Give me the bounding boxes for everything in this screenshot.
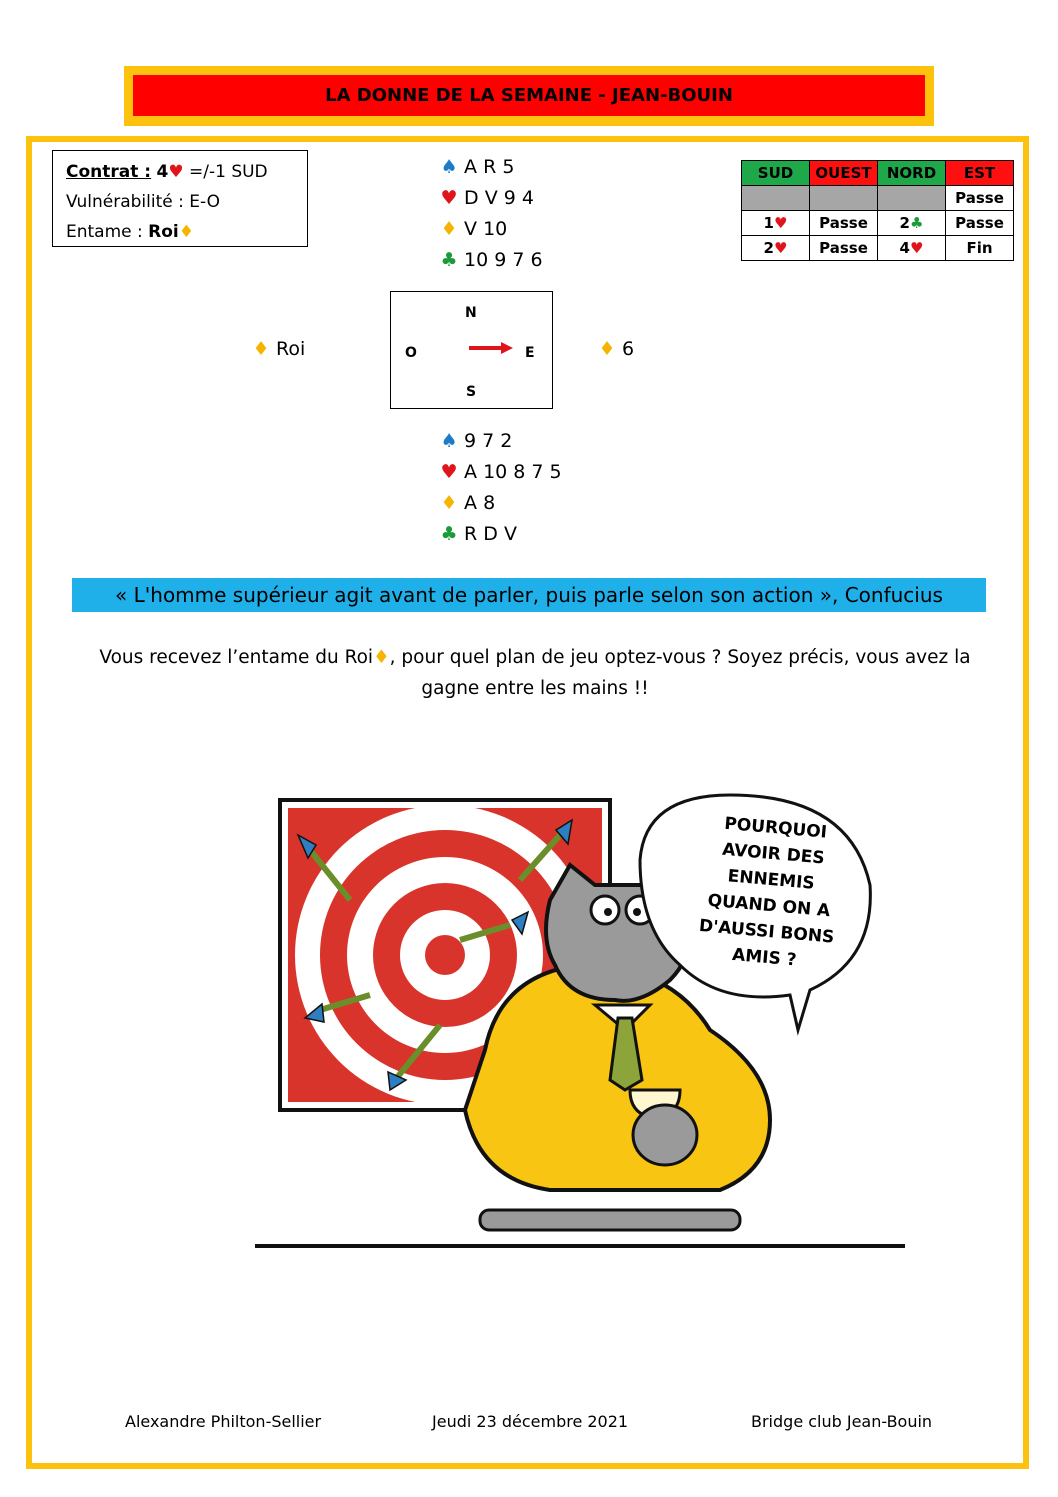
south-diamonds xyxy=(440,488,562,519)
contract-line xyxy=(66,157,307,187)
bubble-line: POURQUOI xyxy=(723,813,828,843)
header-sud: SUD xyxy=(742,161,810,186)
north-diamonds-cards: V 10 xyxy=(464,218,508,240)
west-card xyxy=(252,334,305,365)
footer-author: Alexandre Philton-Sellier xyxy=(125,1412,322,1431)
heart-icon: ♥ xyxy=(168,162,184,182)
diamond-icon: ♦ xyxy=(373,647,390,668)
bidding-header-row xyxy=(742,161,1014,186)
bid-level: 4 xyxy=(899,239,910,257)
south-spades xyxy=(440,426,562,457)
header-nord: NORD xyxy=(878,161,946,186)
south-hearts-cards: A 10 8 7 5 xyxy=(464,461,562,483)
diamond-icon: ♦ xyxy=(440,218,458,240)
bid-level: 2 xyxy=(899,214,910,232)
east-card xyxy=(598,334,634,365)
bidding-row xyxy=(742,186,1014,211)
heart-icon: ♥ xyxy=(440,187,458,209)
diamond-icon: ♦ xyxy=(598,338,616,360)
bubble-line: AMIS ? xyxy=(731,944,798,971)
header-ouest: OUEST xyxy=(810,161,878,186)
bid-level: 1 xyxy=(763,214,774,232)
north-hearts xyxy=(440,183,543,214)
question-text xyxy=(90,642,980,704)
heart-icon: ♥ xyxy=(773,214,788,232)
heart-icon: ♥ xyxy=(909,239,924,257)
footer-club: Bridge club Jean-Bouin xyxy=(751,1412,933,1431)
contract-label: Contrat : xyxy=(66,162,152,182)
west-card-value: Roi xyxy=(276,338,306,360)
bid-cell: Fin xyxy=(946,236,1014,261)
south-hand xyxy=(440,426,562,550)
spade-icon: ♠ xyxy=(440,156,458,178)
bid-cell xyxy=(878,236,946,261)
contract-level: 4 xyxy=(156,162,169,182)
bid-cell: Passe xyxy=(810,236,878,261)
contract-box xyxy=(52,150,308,247)
bid-cell: Passe xyxy=(946,186,1014,211)
bidding-table xyxy=(741,160,1014,261)
footer-date: Jeudi 23 décembre 2021 xyxy=(432,1412,629,1431)
bid-cell xyxy=(742,186,810,211)
contract-result: =/-1 SUD xyxy=(189,162,268,182)
heart-icon: ♥ xyxy=(440,461,458,483)
bid-cell xyxy=(810,186,878,211)
bid-cell: Passe xyxy=(810,211,878,236)
south-clubs xyxy=(440,519,562,550)
bubble-line: QUAND ON A xyxy=(706,890,831,922)
bubble-line: ENNEMIS xyxy=(726,866,816,894)
south-spades-cards: 9 7 2 xyxy=(464,430,513,452)
bidding-row xyxy=(742,211,1014,236)
north-clubs-cards: 10 9 7 6 xyxy=(464,249,543,271)
club-icon: ♣ xyxy=(909,214,924,232)
north-hearts-cards: D V 9 4 xyxy=(464,187,534,209)
lead-label: Entame : xyxy=(66,222,143,242)
lead-value: Roi xyxy=(148,222,179,242)
spade-icon: ♠ xyxy=(440,430,458,452)
bid-cell xyxy=(878,211,946,236)
bubble-line: AVOIR DES xyxy=(721,839,826,869)
bid-cell xyxy=(742,236,810,261)
south-diamonds-cards: A 8 xyxy=(464,492,496,514)
club-icon: ♣ xyxy=(440,249,458,271)
bubble-line: D'AUSSI BONS xyxy=(698,915,836,948)
speech-bubble-text xyxy=(664,807,877,980)
question-part1: Vous recevez l’entame du Roi xyxy=(99,647,374,668)
diamond-icon: ♦ xyxy=(252,338,270,360)
north-diamonds xyxy=(440,214,543,245)
bidding-row xyxy=(742,236,1014,261)
lead-line xyxy=(66,217,307,247)
bid-cell: Passe xyxy=(946,211,1014,236)
south-clubs-cards: R D V xyxy=(464,523,517,545)
question-part2: , pour quel plan de jeu optez-vous ? Soyez précis, vous avez la gagne entre les mains !! xyxy=(389,647,971,699)
north-spades-cards: A R 5 xyxy=(464,156,515,178)
south-hearts xyxy=(440,457,562,488)
bid-cell xyxy=(742,211,810,236)
quote-text: « L'homme supérieur agit avant de parler, puis parle selon son action », Confucius xyxy=(115,583,943,607)
east-card-value: 6 xyxy=(622,338,635,360)
arrow-right-icon xyxy=(467,340,515,356)
quote-bar xyxy=(72,578,986,612)
bid-cell xyxy=(878,186,946,211)
diamond-icon: ♦ xyxy=(440,492,458,514)
compass-east: E xyxy=(525,345,535,361)
north-hand xyxy=(440,152,543,276)
compass-north: N xyxy=(465,305,477,321)
vulnerability: Vulnérabilité : E-O xyxy=(66,192,220,212)
page-title: LA DONNE DE LA SEMAINE - JEAN-BOUIN xyxy=(133,75,925,116)
compass-south: S xyxy=(466,384,477,400)
north-spades xyxy=(440,152,543,183)
compass-west: O xyxy=(405,345,417,361)
club-icon: ♣ xyxy=(440,523,458,545)
north-clubs xyxy=(440,245,543,276)
compass-box xyxy=(390,291,553,409)
heart-icon: ♥ xyxy=(773,239,788,257)
header-est: EST xyxy=(946,161,1014,186)
diamond-icon: ♦ xyxy=(178,222,195,242)
bid-level: 2 xyxy=(763,239,774,257)
